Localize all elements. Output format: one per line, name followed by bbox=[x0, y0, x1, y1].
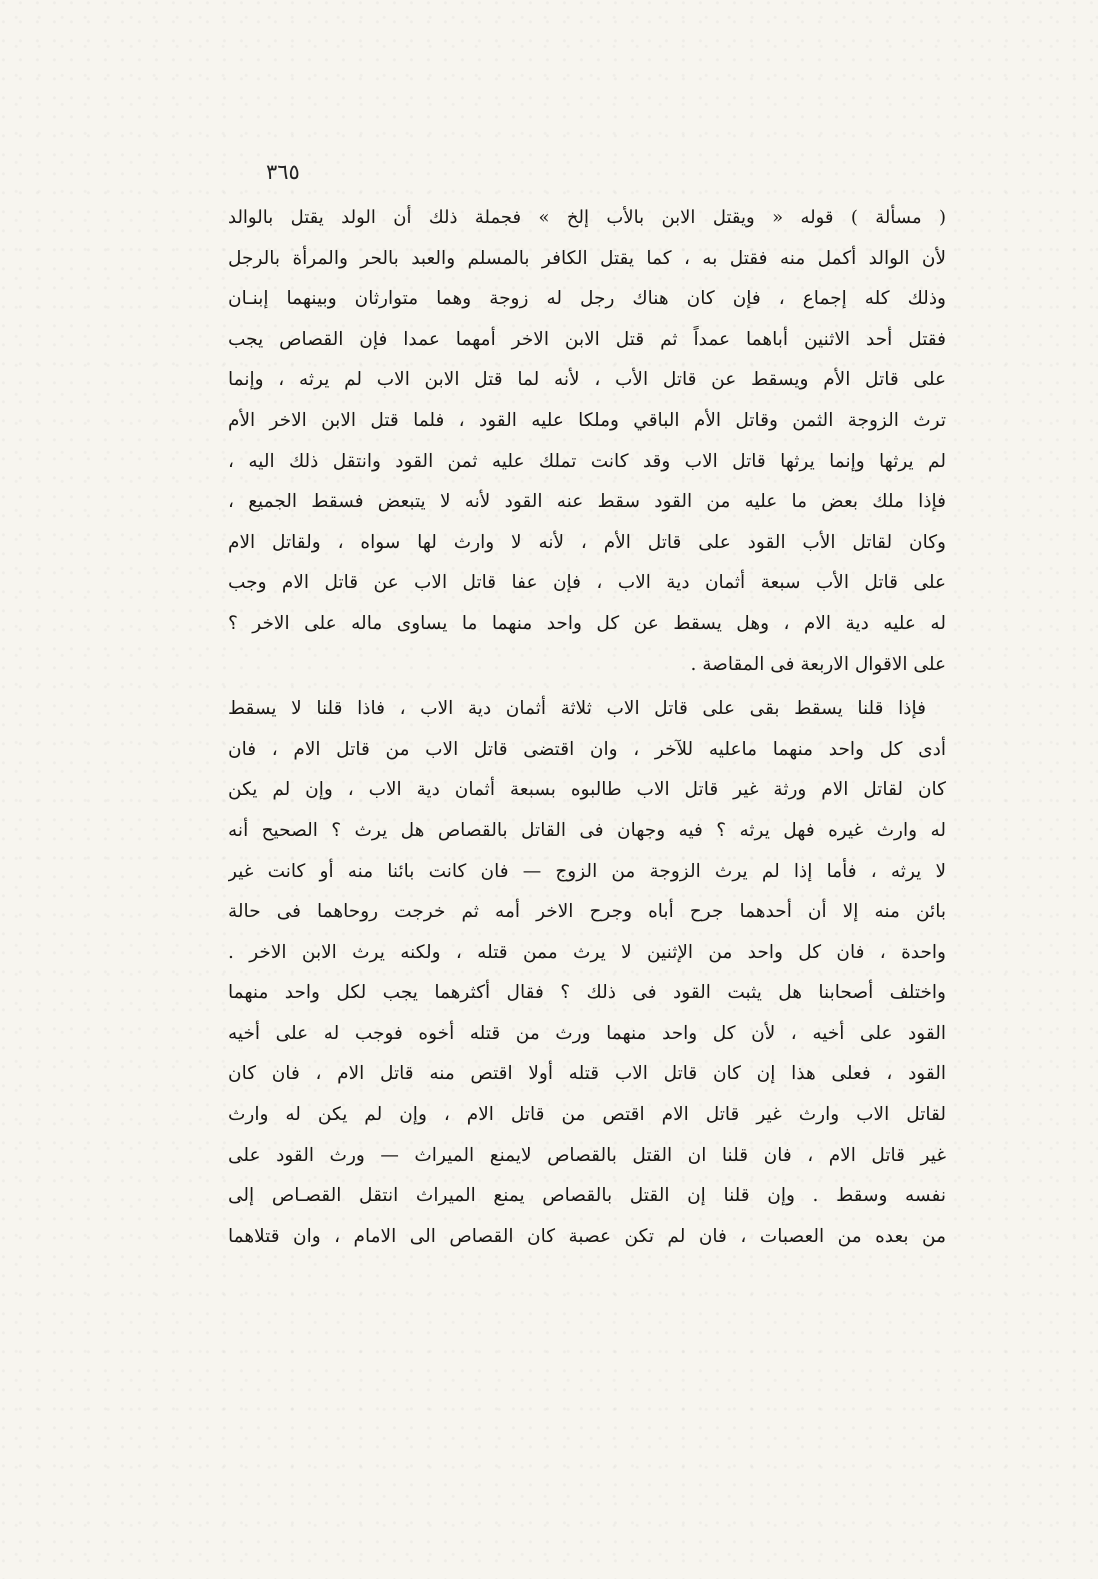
text-line: لا يرثه ، فأما إذا لم يرث الزوجة من الزوج — فان كانت بائنا منه أو كانت غير bbox=[228, 860, 946, 882]
text-line: لم يرثها وإنما يرثها قاتل الاب وقد كانت تملك عليه ثمن القود وانتقل ذلك اليه ، bbox=[228, 450, 946, 472]
text-line: أدى كل واحد منهما ماعليه للآخر ، وان اقتضى قاتل الاب من قاتل الام ، فان bbox=[228, 738, 946, 760]
text-line: نفسه وسقط . وإن قلنا إن القتل بالقصاص يمنع الميراث انتقل القصـاص إلى bbox=[228, 1185, 946, 1207]
text-line: وذلك كله إجماع ، فإن كان هناك رجل له زوجة وهما متوارثان وبينهما إبنـان bbox=[228, 288, 946, 310]
text-line: لقاتل الاب وارث غير قاتل الام اقتص من قاتل الام ، وإن لم يكن له وارث bbox=[228, 1104, 946, 1126]
text-line: غير قاتل الام ، فان قلنا ان القتل بالقصاص لايمنع الميراث — ورث القود على bbox=[228, 1144, 946, 1166]
text-line: له عليه دية الام ، وهل يسقط عن كل واحد منهما ما يساوى ماله على الاخر ؟ bbox=[228, 612, 946, 634]
text-line: وكان لقاتل الأب القود على قاتل الأم ، لأنه لا وارث لها سواه ، ولقاتل الام bbox=[228, 531, 946, 553]
text-line: فإذا قلنا يسقط بقى على قاتل الاب ثلاثة أثمان دية الاب ، فاذا قلنا لا يسقط bbox=[228, 698, 926, 720]
text-line: واحدة ، فان كل واحد من الإثنين لا يرث ممن قتله ، ولكنه يرث الابن الاخر . bbox=[228, 941, 946, 963]
text-line: القود على أخيه ، لأن كل واحد منهما ورث من قتله أخوه فوجب له على أخيه bbox=[228, 1022, 946, 1044]
text-line: له وارث غيره فهل يرثه ؟ فيه وجهان فى القاتل بالقصاص هل يرث ؟ الصحيح أنه bbox=[228, 819, 946, 841]
body-text bbox=[228, 198, 946, 1257]
text-line: من بعده من العصبات ، فان لم تكن عصبة كان القصاص الى الامام ، وان قتلاهما bbox=[228, 1225, 946, 1247]
text-line: القود ، فعلى هذا إن كان قاتل الاب قتله أولا اقتص منه قاتل الام ، فان كان bbox=[228, 1063, 946, 1085]
text-line: على قاتل الأب سبعة أثمان دية الاب ، فإن عفا قاتل الاب عن قاتل الام وجب bbox=[228, 572, 946, 594]
text-line: على قاتل الأم ويسقط عن قاتل الأب ، لأنه لما قتل الابن الاب لم يرثه ، وإنما bbox=[228, 369, 946, 391]
text-line: ترث الزوجة الثمن وقاتل الأم الباقي وملكا عليه القود ، فلما قتل الابن الاخر الأم bbox=[228, 409, 946, 431]
text-line: لأن الوالد أكمل منه فقتل به ، كما يقتل الكافر بالمسلم والعبد بالحر والمرأة بالرجل bbox=[228, 247, 946, 269]
text-line: فإذا ملك بعض ما عليه من القود سقط عنه القود لأنه لا يتبعض فسقط الجميع ، bbox=[228, 491, 946, 513]
text-line: ( مسألة ) قوله « ويقتل الابن بالأب إلخ » فجملة ذلك أن الولد يقتل بالوالد bbox=[228, 207, 946, 228]
text-line: بائن منه إلا أن أحدهما جرح أباه وجرح الاخر أمه ثم خرجت روحاهما فى حالة bbox=[228, 901, 946, 923]
page-number: ٣٦٥ bbox=[266, 160, 300, 184]
text-line: كان لقاتل الام ورثة غير قاتل الاب طالبوه بسبعة أثمان دية الاب ، وإن لم يكن bbox=[228, 779, 946, 801]
paragraph bbox=[228, 198, 946, 685]
paragraph bbox=[228, 689, 946, 1257]
text-line: على الاقوال الاربعة فى المقاصة . bbox=[690, 653, 946, 675]
text-line: فقتل أحد الاثنين أباهما عمداً ثم قتل الابن الاخر أمهما عمدا فإن القصاص يجب bbox=[228, 328, 946, 350]
text-line: واختلف أصحابنا هل يثبت القود فى ذلك ؟ فقال أكثرهما يجب لكل واحد منهما bbox=[228, 982, 946, 1004]
